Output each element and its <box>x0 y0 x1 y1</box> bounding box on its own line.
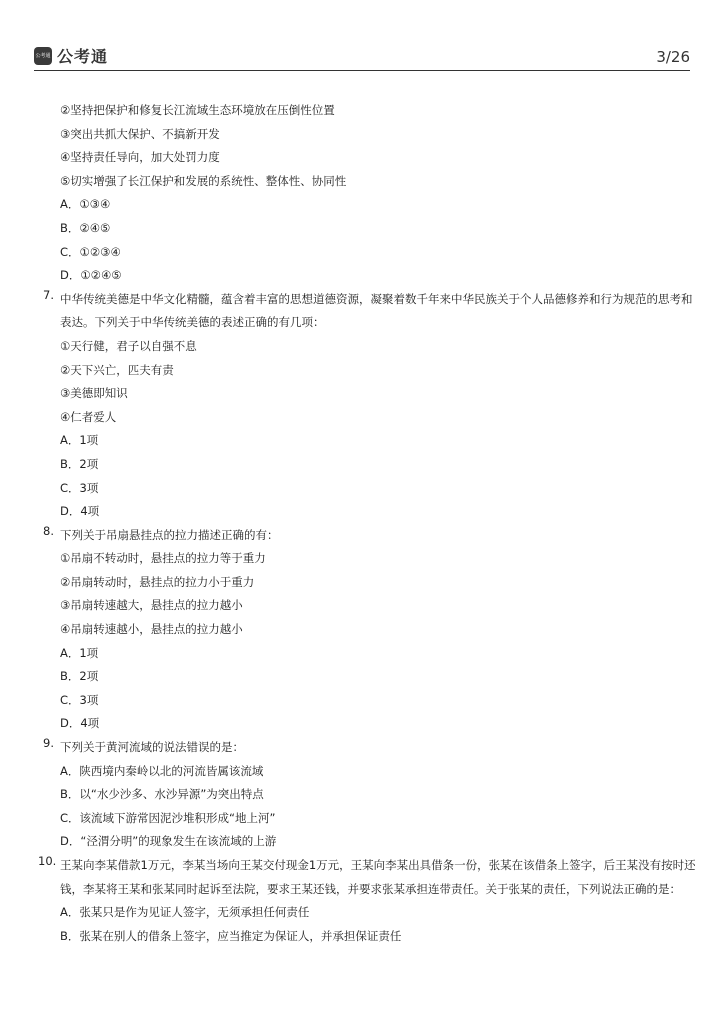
option-line: A．1项 <box>60 645 99 660</box>
option-line: D．“泾渭分明”的现象发生在该流域的上游 <box>60 834 277 849</box>
option-line: D．4项 <box>60 716 100 731</box>
option-line: B．张某在别人的借条上签字，应当推定为保证人，并承担保证责任 <box>60 928 402 943</box>
question-number: 8. <box>43 523 54 538</box>
option-line: C．3项 <box>60 480 99 495</box>
option-line: A．①③④ <box>60 197 111 212</box>
statement-line: ②吊扇转动时，悬挂点的拉力小于重力 <box>60 574 255 589</box>
statement-line: ②天下兴亡，匹夫有责 <box>60 362 174 377</box>
statement-line: ⑤切实增强了长江保护和发展的系统性、整体性、协同性 <box>60 173 347 188</box>
option-line: B．2项 <box>60 456 99 471</box>
statement-line: ②坚持把保护和修复长江流域生态环境放在压倒性位置 <box>60 103 335 117</box>
option-line: D．4项 <box>60 504 100 519</box>
statement-line: ③美德即知识 <box>60 386 128 401</box>
question-stem: 下列关于吊扇悬挂点的拉力描述正确的有： <box>60 527 279 542</box>
option-line: B．2项 <box>60 669 99 684</box>
option-line: D．①②④⑤ <box>60 268 122 283</box>
option-line: A．1项 <box>60 433 99 448</box>
option-line: C．3项 <box>60 692 99 707</box>
option-line: B．②④⑤ <box>60 220 111 235</box>
question-list <box>38 99 698 948</box>
question-stem: 王某向李某借款1万元，李某当场向王某交付现金1万元，王某向李某出具借条一份，张某在该借条上签字，后王某没有按时还钱，李某将王某和张某同时起诉至法院，要求王某还钱，并要求张某承担连带责任。关于张某的责任，下列说法正确的是： <box>60 858 696 896</box>
statement-line: ④坚持责任导向，加大处罚力度 <box>60 150 220 165</box>
question-8 <box>38 524 698 548</box>
page-header <box>34 40 690 71</box>
statement-line: ④吊扇转速越小，悬挂点的拉力越小 <box>60 622 243 637</box>
question-7 <box>38 288 698 335</box>
statement-line: ①吊扇不转动时，悬挂点的拉力等于重力 <box>60 551 266 566</box>
brand-logo <box>34 44 108 67</box>
statement-line: ③吊扇转速越大，悬挂点的拉力越小 <box>60 598 243 613</box>
option-line: A．张某只是作为见证人签字，无须承担任何责任 <box>60 905 310 920</box>
statement-line: ③突出共抓大保护、不搞新开发 <box>60 126 220 141</box>
logo-icon: 公考通 <box>34 47 52 65</box>
question-number: 7. <box>43 287 54 302</box>
question-9 <box>38 736 698 760</box>
statement-line: ①天行健，君子以自强不息 <box>60 338 197 353</box>
page-number: 3/26 <box>656 48 690 66</box>
option-line: B．以“水少沙多、水沙异源”为突出特点 <box>60 787 264 802</box>
statement-line: ④仁者爱人 <box>60 409 117 424</box>
option-line: C．①②③④ <box>60 244 121 259</box>
question-stem: 下列关于黄河流域的说法错误的是： <box>60 740 244 755</box>
question-number: 9. <box>43 736 54 751</box>
question-number: 10. <box>38 854 57 868</box>
logo-text: 公考通 <box>57 47 109 66</box>
option-line: C．该流域下游常因泥沙堆积形成“地上河” <box>60 810 276 825</box>
question-10 <box>38 854 698 901</box>
question-stem: 中华传统美德是中华文化精髓，蕴含着丰富的思想道德资源，凝聚着数千年来中华民族关于个人品德修养和行为规范的思考和表达。下列关于中华传统美德的表述正确的有几项： <box>60 291 693 330</box>
option-line: A．陕西境内秦岭以北的河流皆属该流域 <box>60 763 264 778</box>
